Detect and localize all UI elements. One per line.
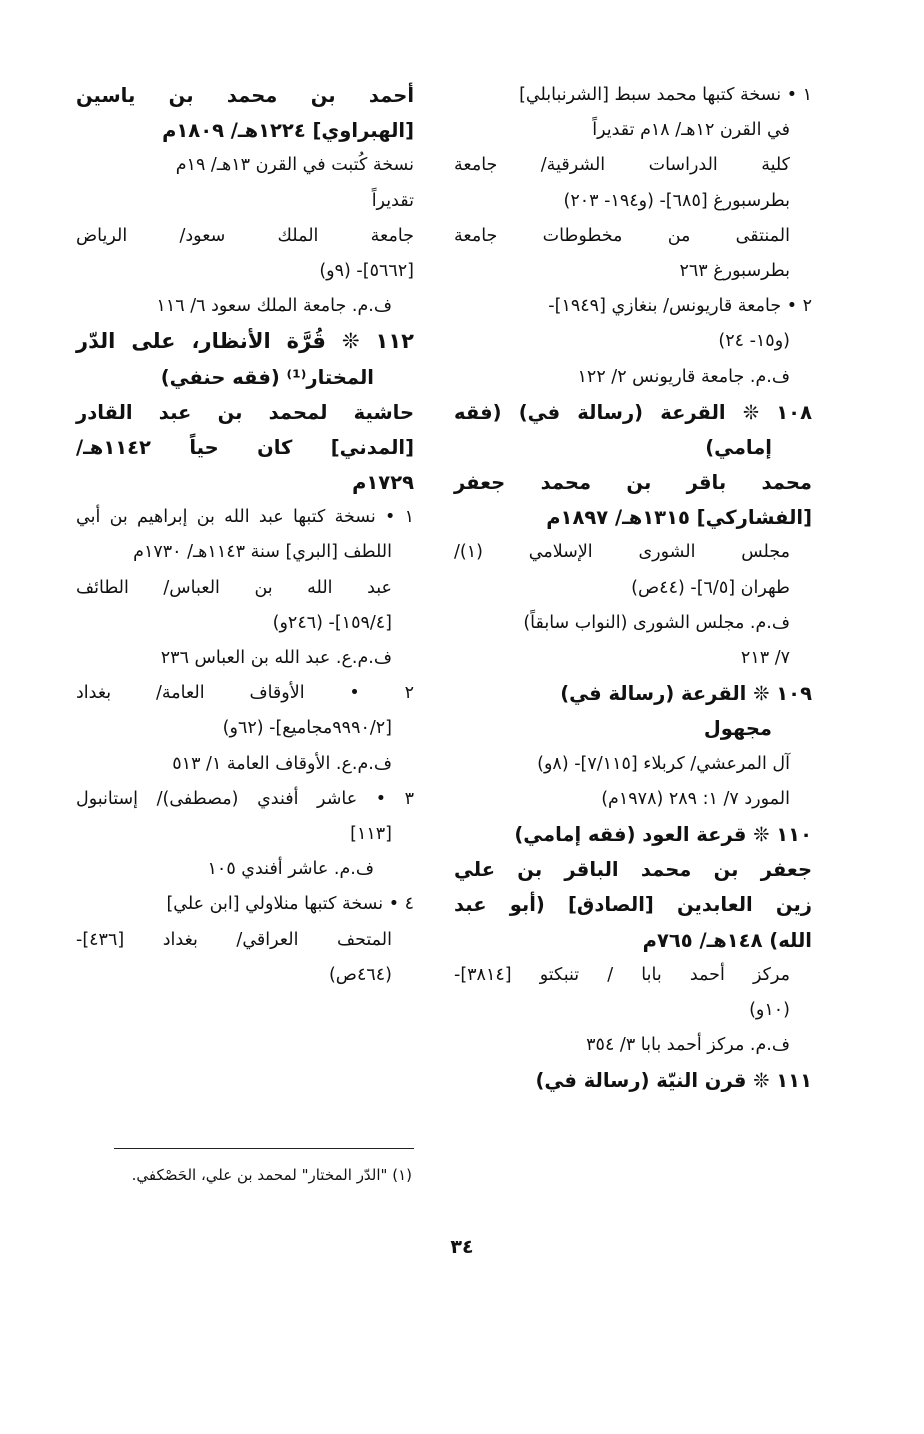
text-line: حاشية لمحمد بن عبد القادر: [76, 400, 414, 424]
text-line: عبد الله بن العباس/ الطائف: [76, 577, 392, 598]
text-line: في القرن ١٢هـ/ ١٨م تقديراً: [592, 120, 790, 141]
text-line: ١٠٩ ❊ القرعة (رسالة في): [560, 682, 812, 706]
text-line: [٥٦٦٢]- (٩و): [319, 260, 414, 281]
right-column: [454, 78, 812, 1098]
text-line: جعفر بن محمد الباقر بن علي: [454, 858, 812, 882]
text-line: ٧/ ٢١٣: [740, 648, 790, 668]
left-column: [76, 78, 414, 993]
text-line: ف.م. جامعة الملك سعود ٦/ ١١٦: [156, 296, 392, 317]
text-line: [٩٩٩٠/٢مجاميع]- (٦٢و): [222, 718, 392, 739]
text-line: [١٥٩/٤]- (٢٤٦و): [272, 612, 392, 633]
text-line: [المدني] كان حياً ١١٤٢هـ/: [76, 435, 414, 459]
footnote-divider: [114, 1148, 414, 1149]
text-line: ٢ • جامعة قاريونس/ بنغازي [١٩٤٩]-: [548, 296, 812, 317]
text-line: ٤ • نسخة كتبها منلاولي [ابن علي]: [166, 894, 414, 915]
text-line: آل المرعشي/ كربلاء [٧/١١٥]- (٨و): [537, 753, 790, 774]
text-line: بطرسبورغ ٢٦٣: [679, 260, 790, 281]
text-line: محمد باقر بن محمد جعفر: [454, 471, 812, 495]
text-line: (١٠و): [749, 999, 790, 1020]
text-line: (٤٦٤ص): [328, 964, 392, 985]
text-line: ف.م. مجلس الشورى (النواب سابقاً): [523, 612, 790, 633]
text-line: المتحف العراقي/ بغداد [٤٣٦]-: [76, 929, 392, 950]
text-line: ١١١ ❊ قرن النيّة (رسالة في): [535, 1069, 812, 1093]
text-line: إمامي): [705, 435, 772, 459]
text-line: ف.م. عاشر أفندي ١٠٥: [207, 859, 374, 880]
text-line: الله) ١٤٨هـ/ ٧٦٥م: [642, 928, 812, 952]
text-line: المورد ٧/ ١: ٢٨٩ (١٩٧٨م): [601, 788, 790, 809]
text-line: [الهبراوي] ١٢٢٤هـ/ ١٨٠٩م: [162, 119, 414, 143]
text-line: مجهول: [703, 717, 772, 741]
text-line: ١ • نسخة كتبها محمد سبط [الشرنبابلي]: [519, 85, 812, 105]
text-line: تقديراً: [371, 190, 414, 211]
text-line: المختار⁽¹⁾ (فقه حنفي): [160, 365, 374, 389]
text-line: ١ • نسخة كتبها عبد الله بن إبراهيم بن أبي: [76, 507, 414, 528]
text-line: بطرسبورغ [٦٨٥]- (و١٩٤- ٢٠٣): [563, 190, 790, 211]
text-line: جامعة الملك سعود/ الرياض: [76, 225, 414, 246]
text-line: ف.م.ع. عبد الله بن العباس ٢٣٦: [160, 648, 392, 668]
text-line: طهران [٦/٥]- (٤٤ص): [631, 577, 790, 598]
text-line: كلية الدراسات الشرقية/ جامعة: [454, 155, 790, 176]
text-line: أحمد بن محمد بن ياسين: [76, 84, 414, 107]
text-line: ٣ • عاشر أفندي (مصطفى)/ إستانبول: [76, 788, 414, 809]
text-line: مجلس الشورى الإسلامي (١)/: [454, 542, 790, 563]
text-line: ١٠٨ ❊ القرعة (رسالة في) (فقه: [454, 400, 812, 424]
text-line: (و١٥- ٢٤): [718, 331, 790, 352]
text-line: [١١٣]: [350, 823, 392, 844]
text-line: مركز أحمد بابا / تنبكتو [٣٨١٤]-: [454, 964, 790, 985]
text-line: زين العابدين [الصادق] (أبو عبد: [454, 893, 812, 917]
text-line: ١١٢ ❊ قُرَّة الأنظار، على الدّر: [76, 329, 414, 354]
text-line: ١١٠ ❊ قرعة العود (فقه إمامي): [514, 822, 812, 846]
text-line: نسخة كُتبت في القرن ١٣هـ/ ١٩م: [175, 155, 414, 176]
text-line: [الفشاركي] ١٣١٥هـ/ ١٨٩٧م: [546, 506, 812, 530]
text-line: ف.م. مركز أحمد بابا ٣/ ٣٥٤: [586, 1035, 790, 1056]
text-line: ١٧٢٩م: [352, 471, 414, 495]
text-line: المنتقى من مخطوطات جامعة: [454, 225, 790, 246]
text-line: ف.م. جامعة قاريونس ٢/ ١٢٢: [577, 366, 790, 387]
footnote: (١) "الدّر المختار" لمحمد بن علي، الحَصْكفي.: [131, 1166, 412, 1184]
text-line: ٢ • الأوقاف العامة/ بغداد: [76, 683, 414, 704]
page-number: ٣٤: [450, 1236, 474, 1258]
text-line: اللطف [البري] سنة ١١٤٣هـ/ ١٧٣٠م: [133, 542, 392, 563]
text-line: ف.م.ع. الأوقاف العامة ١/ ٥١٣: [172, 753, 392, 774]
